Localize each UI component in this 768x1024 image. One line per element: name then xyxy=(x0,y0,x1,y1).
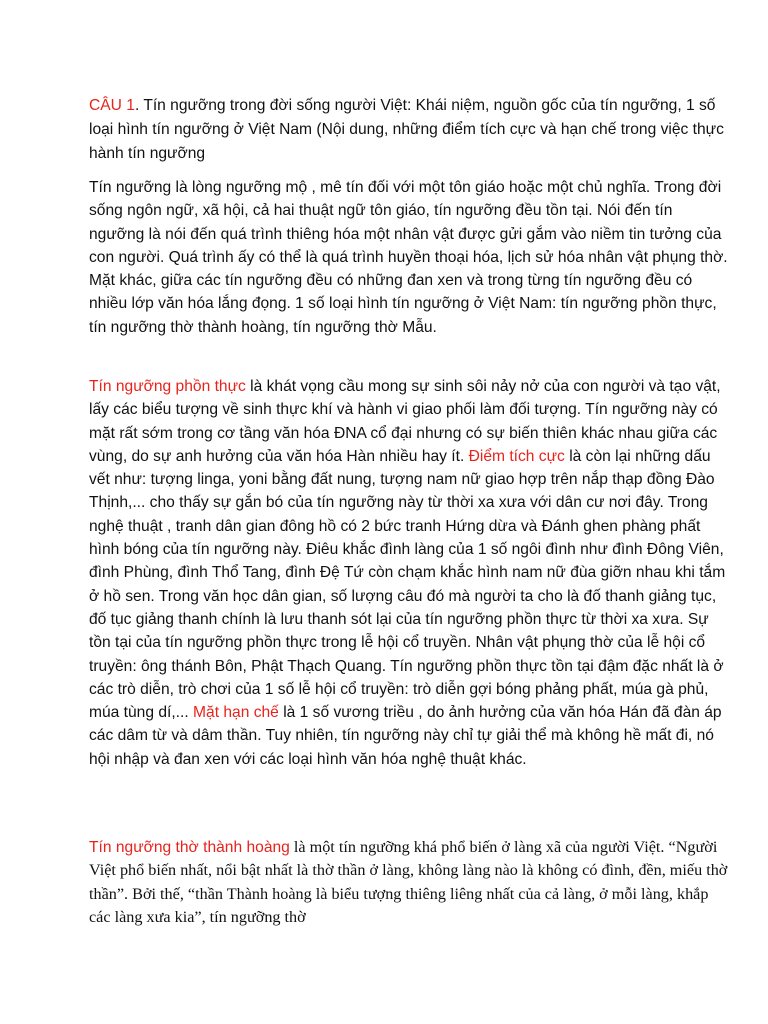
question-text: . Tín ngưỡng trong đời sống người Việt: Khái niệm, nguồn gốc của tín ngưỡng, 1 số loại hình tín ngưỡng ở Việt Nam (Nội dung, những điểm tích cực và hạn chế trong việc thực hành tín ngưỡng xyxy=(89,97,724,162)
limitation-text: là 1 số vương triều , do ảnh hưởng của văn hóa Hán đã đàn áp các dâm từ và dâm thần. Tuy nhiên, tín ngưỡng này chỉ tự giải thể mà không hề mất đi, nó hội nhập và đan xen với các loại hình văn hóa nghệ thuật khác. xyxy=(89,704,722,768)
limitation-label: Mặt hạn chế xyxy=(193,704,279,722)
fertility-intro: là khát vọng cầu mong sự sinh sôi nảy nở của con người và tạo vật, lấy các biểu tượng về sinh thực khí và hành vi giao phối làm đối tượng. Tín ngưỡng này có mặt rất sớm trong cơ tầng văn hóa ĐNA cổ đại nhưng có sự biến thiên khác nhau giữa các vùng, do sự anh hưởng của văn hóa Hàn nhiều hay ít. xyxy=(89,378,721,465)
positive-label: Điểm tích cực xyxy=(468,447,565,465)
tutelary-text: là một tín ngưỡng khá phổ biến ở làng xã của người Việt. “Người Việt phổ biến nhất, nổi bật nhất là thờ thần ở làng, không làng nào là không có đình, đền, miếu thờ thần”. Bởi thế, “thần Thành hoàng là biểu tượng thiêng liêng nhất của cả làng, ở mỗi làng, khắp các làng xưa kia”, tín ngưỡng thờ xyxy=(89,838,728,926)
fertility-paragraph xyxy=(89,375,729,771)
positive-text: là còn lại những dấu vết như: tượng linga, yoni bằng đất nung, tượng nam nữ giao hợp trên nắp thạp đồng Đào Thịnh,... cho thấy sự gắn bó của tín ngưỡng này từ thời xa xưa với dân cư nơi đây. Trong nghệ thuật , tranh dân gian đông hồ có 2 bức tranh Hứng dừa và Đánh ghen phàng phất hình bóng của tín ngưỡng này. Điêu khắc đình làng của 1 số ngôi đình như đình Đông Viên, đình Phùng, đình Thổ Tang, đình Đệ Tứ còn chạm khắc hình nam nữ đùa giỡn nhau khi tắm ở hồ sen. Trong văn học dân gian, số lượng câu đó mà người ta cho là đố thanh giảng tục, đố tục giảng thanh chính là lưu thanh sót lại của tín ngưỡng phồn thực từ thời xa xưa. Sự tồn tại của tín ngưỡng phồn thực trong lễ hội cổ truyền. Nhân vật phụng thờ của lễ hội cổ truyền: ông thánh Bôn, Phật Thạch Quang. Tín ngưỡng phồn thực tồn tại đậm đặc nhất là ở các trò diễn, trò chơi của 1 số lễ hội cổ truyền: trò diễn gợi bóng phảng phất, múa gà phủ, múa tùng dí,... xyxy=(89,447,726,722)
question-label: CÂU 1 xyxy=(89,97,135,114)
fertility-title: Tín ngưỡng phồn thực xyxy=(89,378,246,395)
question-heading xyxy=(89,94,729,166)
tutelary-title: Tín ngưỡng thờ thành hoàng xyxy=(89,839,290,856)
definition-paragraph: Tín ngưỡng là lòng ngưỡng mộ , mê tín đối với một tôn giáo hoặc một chủ nghĩa. Trong đời sống ngôn ngữ, xã hội, cả hai thuật ngữ tôn giáo, tín ngưỡng đều tồn tại. Nói đến tín ngưỡng là nói đến quá trình thiêng hóa một nhân vật được gửi gắm vào niềm tin tưởng của con người. Quá trình ấy có thể là quá trình huyền thoại hóa, lịch sử hóa nhân vật phụng thờ. Mặt khác, giữa các tín ngưỡng đều có những đan xen và trong từng tín ngưỡng đều có nhiều lớp văn hóa lắng đọng. 1 số loại hình tín ngưỡng ở Việt Nam: tín ngưỡng phồn thực, tín ngưỡng thờ thành hoàng, tín ngưỡng thờ Mẫu. xyxy=(89,179,728,336)
tutelary-paragraph xyxy=(89,836,729,929)
